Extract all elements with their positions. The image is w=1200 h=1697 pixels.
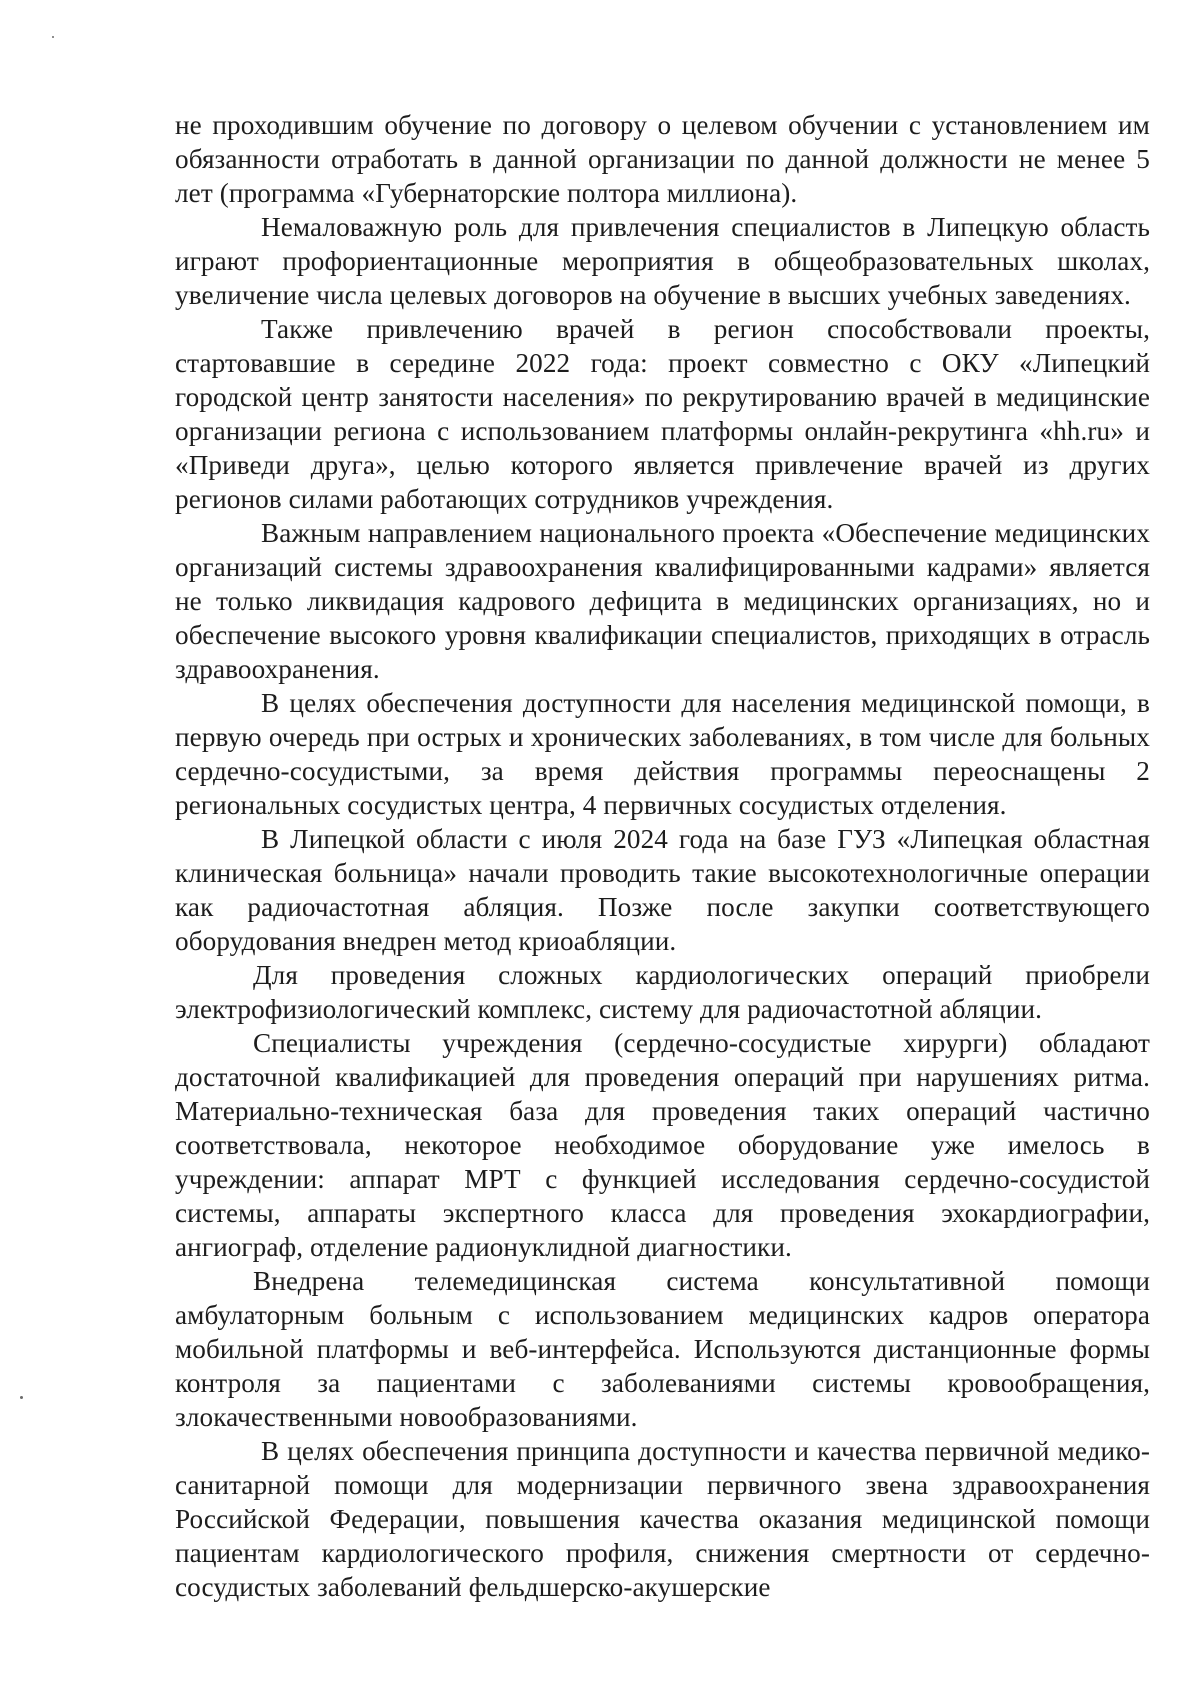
paragraph-6: В Липецкой области с июля 2024 года на базе ГУЗ «Липецкая областная клиническая больница» начали проводить такие высокотехнологичные операции как радиочастотная абляция. Позже после закупки соответствующего оборудования внедрен метод криоабляции.: [175, 824, 1150, 956]
paragraph-9: Внедрена телемедицинская система консультативной помощи амбулаторным больным с использованием медицинских кадров оператора мобильной платформы и веб-интерфейса. Используются дистанционные формы контроля за пациентами с заболеваниями системы кровообращения, злокачественными новообразованиями.: [175, 1266, 1150, 1432]
paragraph-3: Также привлечению врачей в регион способствовали проекты, стартовавшие в середине 2022 года: проект совместно с ОКУ «Липецкий городской центр занятости населения» по рекрутированию врачей в медицинские организации региона с использованием платформы онлайн-рекрутинга «hh.ru» и «Приведи друга», целью которого является привлечение врачей из других регионов силами работающих сотрудников учреждения.: [175, 314, 1150, 514]
scan-speck: [20, 1396, 23, 1399]
paragraph-5: В целях обеспечения доступности для населения медицинской помощи, в первую очередь при острых и хронических заболеваниях, в том числе для больных сердечно-сосудистыми, за время действия программы переоснащены 2 региональных сосудистых центра, 4 первичных сосудистых отделения.: [175, 688, 1150, 820]
paragraph-4: Важным направлением национального проекта «Обеспечение медицинских организаций системы здравоохранения квалифицированными кадрами» является не только ликвидация кадрового дефицита в медицинских организациях, но и обеспечение высокого уровня квалификации специалистов, приходящих в отрасль здравоохранения.: [175, 518, 1150, 684]
paragraph-7: Для проведения сложных кардиологических операций приобрели электрофизиологический комплекс, систему для радиочастотной абляции.: [175, 960, 1150, 1024]
paragraph-2: Немаловажную роль для привлечения специалистов в Липецкую область играют профориентационные мероприятия в общеобразовательных школах, увеличение числа целевых договоров на обучение в высших учебных заведениях.: [175, 212, 1150, 310]
document-body: [175, 108, 1150, 1604]
scan-speck: [52, 36, 54, 38]
paragraph-1: не проходившим обучение по договору о целевом обучении с установлением им обязанности отработать в данной организации по данной должности не менее 5 лет (программа «Губернаторские полтора миллиона).: [175, 110, 1150, 208]
paragraph-10: В целях обеспечения принципа доступности и качества первичной медико-санитарной помощи для модернизации первичного звена здравоохранения Российской Федерации, повышения качества оказания медицинской помощи пациентам кардиологического профиля, снижения смертности от сердечно-сосудистых заболеваний фельдшерско-акушерские: [175, 1436, 1150, 1602]
paragraph-8: Специалисты учреждения (сердечно-сосудистые хирурги) обладают достаточной квалификацией для проведения операций при нарушениях ритма. Материально-техническая база для проведения таких операций частично соответствовала, некоторое необходимое оборудование уже имелось в учреждении: аппарат МРТ с функцией исследования сердечно-сосудистой системы, аппараты экспертного класса для проведения эхокардиографии, ангиограф, отделение радионуклидной диагностики.: [175, 1028, 1150, 1262]
